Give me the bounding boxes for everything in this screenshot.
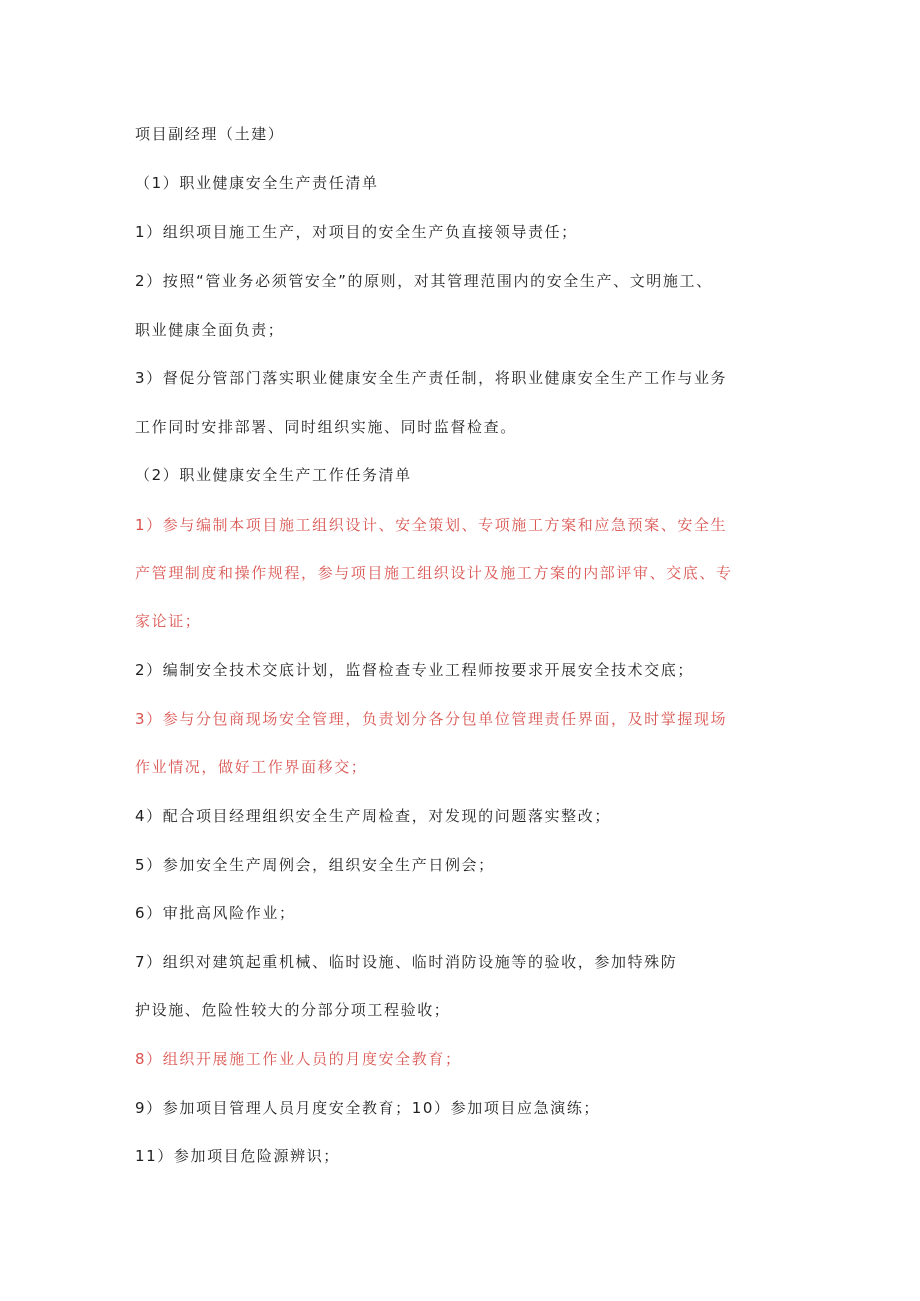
section-2-line-3: 家论证； bbox=[135, 612, 202, 630]
section-2-line-13: 9）参加项目管理人员月度安全教育；10）参加项目应急演练； bbox=[135, 1099, 601, 1117]
section-2-line-8: 5）参加安全生产周例会，组织安全生产日例会； bbox=[135, 856, 495, 874]
section-2-line-1: 1）参与编制本项目施工组织设计、安全策划、专项施工方案和应急预案、安全生 bbox=[135, 516, 728, 534]
section-2-line-5: 3）参与分包商现场安全管理，负责划分各分包单位管理责任界面，及时掌握现场 bbox=[135, 710, 728, 728]
section-2-line-7: 4）配合项目经理组织安全生产周检查，对发现的问题落实整改； bbox=[135, 807, 611, 825]
section-2-heading: （2）职业健康安全生产工作任务清单 bbox=[135, 466, 412, 484]
section-1-line-3: 职业健康全面负责； bbox=[135, 321, 285, 339]
section-1-line-2: 2）按照“管业务必须管安全”的原则，对其管理范围内的安全生产、文明施工、 bbox=[135, 272, 713, 290]
section-2-line-2: 产管理制度和操作规程，参与项目施工组织设计及施工方案的内部评审、交底、专 bbox=[135, 564, 733, 582]
page-title: 项目副经理（土建） bbox=[135, 125, 285, 143]
section-2-line-11: 护设施、危险性较大的分部分项工程验收； bbox=[135, 1001, 451, 1019]
section-1-heading: （1）职业健康安全生产责任清单 bbox=[135, 174, 379, 192]
section-2-line-9: 6）审批高风险作业； bbox=[135, 904, 296, 922]
section-2-line-10: 7）组织对建筑起重机械、临时设施、临时消防设施等的验收，参加特殊防 bbox=[135, 953, 678, 971]
section-2-line-4: 2）编制安全技术交底计划，监督检查专业工程师按要求开展安全技术交底； bbox=[135, 661, 694, 679]
section-1-line-5: 工作同时安排部署、同时组织实施、同时监督检查。 bbox=[135, 418, 517, 436]
section-1-line-4: 3）督促分管部门落实职业健康安全生产责任制，将职业健康安全生产工作与业务 bbox=[135, 369, 728, 387]
section-1-line-1: 1）组织项目施工生产，对项目的安全生产负直接领导责任； bbox=[135, 223, 578, 241]
section-2-line-6: 作业情况，做好工作界面移交； bbox=[135, 758, 368, 776]
section-2-line-12: 8）组织开展施工作业人员的月度安全教育； bbox=[135, 1050, 462, 1068]
section-2-line-14: 11）参加项目危险源辨识； bbox=[135, 1147, 340, 1165]
